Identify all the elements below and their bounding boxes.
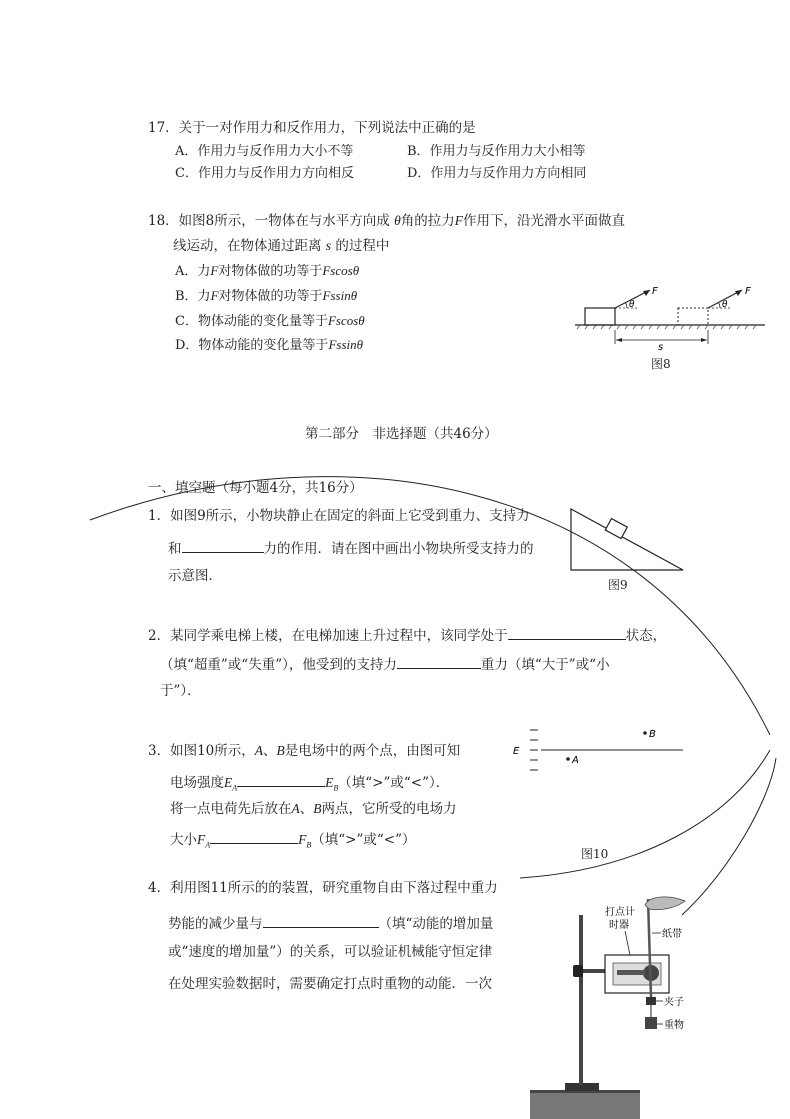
fig10-A-label: A (572, 755, 579, 766)
fq3-A: A (254, 743, 264, 758)
fq3-line3-pre: 将一点电荷先后放在 (170, 801, 292, 817)
q18-force-symbol: F (454, 213, 463, 228)
fq3-line3-B: B (313, 801, 322, 816)
fig8-F-1: F (652, 286, 658, 297)
fig11-clamp-arm (583, 969, 607, 973)
fq3-line4-post: （填“>”或“<”） (311, 832, 416, 848)
fig8-theta-2: θ (722, 300, 728, 310)
q18-theta: θ (394, 213, 401, 228)
fq1-line2-post: 力的作用．请在图中画出小物块所受支持力的 (263, 541, 534, 557)
fig11-timer-vibrator (617, 970, 645, 975)
fig8-theta-1: θ (629, 300, 635, 310)
q18-option-d-expr: Fssin (328, 337, 357, 352)
q17-option-b: B．作用力与反作用力大小相等 (407, 144, 586, 159)
fq3-line2-post: （填“>”或“<”）． (338, 775, 450, 791)
fig11-hand (645, 897, 685, 910)
q17-option-d: D．作用力与反作用力方向相同 (407, 166, 587, 181)
q18-option-b-post: 对物体做的功等于 (218, 289, 323, 304)
fq4-line2 (168, 915, 493, 932)
q18-line1-post: 作用下，沿光滑水平面做直 (462, 213, 625, 229)
fq3-EA: E (224, 775, 233, 790)
fq3-EB: E (325, 775, 334, 790)
fq3-sep: 、 (263, 743, 277, 759)
q18-line1-pre: 18．如图8所示，一物体在与水平方向成 (148, 213, 390, 229)
q18-line2-pre: 线运动，在物体通过距离 (173, 238, 322, 254)
part2-title: 第二部分 非选择题（共46分） (305, 426, 498, 442)
scan-curve-lower (520, 750, 770, 878)
fq1-line1: 1．如图9所示，小物块静止在固定的斜面上它受到重力、支持力 (148, 508, 530, 524)
q18-option-a-F: F (210, 263, 219, 278)
figure-11 (525, 885, 705, 1119)
q17-stem: 17．关于一对作用力和反作用力，下列说法中正确的是 (148, 120, 476, 136)
fq3-FA: F (197, 832, 206, 847)
fig11-weight-label: 重物 (664, 1020, 684, 1031)
fq3-line4-pre: 大小 (170, 832, 197, 848)
fq2-line1-post: 状态， (625, 628, 667, 644)
fig11-timer-label-1: 打点计 (605, 907, 635, 918)
fig11-timer-label-2: 时器 (609, 920, 629, 931)
fig11-clip-label: 夹子 (664, 997, 684, 1008)
fig10-B-label: B (649, 729, 656, 740)
fig11-tape-label: 纸带 (662, 929, 682, 940)
scan-curve-upper (90, 477, 770, 735)
fig10-E-label: E (513, 746, 520, 757)
fq2-line2-post: 重力（填“大于”或“小 (480, 657, 610, 673)
fig9-caption: 图9 (608, 578, 628, 592)
fq3-EA-sub: A (232, 783, 238, 793)
q18-option-a-theta: θ (352, 263, 360, 278)
q18-option-b-expr: Fssin (322, 288, 351, 303)
q18-distance-symbol: s (325, 238, 332, 253)
fq3-line1-post: 是电场中的两个点，由图可知 (284, 743, 461, 759)
q18-option-b-pre: B．力 (175, 289, 211, 304)
q18-option-c-theta: θ (358, 313, 365, 328)
fq3-FB-sub: B (306, 840, 312, 850)
fig10-caption: 图10 (581, 847, 609, 861)
q17-option-c: C．作用力与反作用力方向相反 (175, 166, 354, 181)
q18-option-d-theta: θ (356, 337, 363, 352)
fq4-line4: 在处理实验数据时，需要确定打点时重物的动能．一次 (168, 976, 492, 992)
fig11-table (530, 1090, 640, 1119)
q18-option-b-theta: θ (350, 288, 358, 303)
fq2-line1-pre: 2．某同学乘电梯上楼，在电梯加速上升过程中，该同学处于 (148, 628, 508, 644)
fq1-line3: 示意图． (168, 568, 222, 584)
fq3-line3-post: 两点，它所受的电场力 (321, 801, 457, 817)
fig11-timer-pointer (625, 931, 630, 955)
fig11-weight (645, 1017, 657, 1029)
fig11-clamp-knob (573, 965, 583, 977)
fq3-line2-pre: 电场强度 (170, 775, 224, 791)
fig8-s-label: s (658, 342, 664, 353)
fq3-B: B (276, 743, 285, 758)
fq3-FB: F (298, 832, 307, 847)
fq3-line3-A: A (291, 801, 300, 816)
q18-option-b-F: F (210, 288, 219, 303)
q17-option-a: A．作用力与反作用力大小不等 (175, 144, 354, 159)
section1-title: 一、填空题（每小题4分，共16分） (148, 480, 363, 496)
fig8-caption: 图8 (651, 357, 671, 371)
fq3-line3-sep: 、 (299, 801, 314, 817)
fq2-line3: 于”）． (160, 683, 201, 699)
q18-option-d-pre: D．物体动能的变化量等于 (175, 338, 329, 353)
fq3-line1-pre: 3．如图10所示， (148, 743, 255, 759)
fq3-EB-sub: B (333, 783, 339, 793)
q18-option-a-post: 对物体做的功等于 (218, 264, 323, 279)
fq3-FA-sub: A (205, 840, 211, 850)
fq4-line3: 或“速度的增加量”）的关系，可以验证机械能守恒定律 (168, 944, 493, 960)
fq2-line2-pre: （填“超重”或“失重”），他受到的支持力 (160, 657, 397, 673)
q18-line1-mid: 角的拉力 (400, 213, 455, 229)
fig11-clip (646, 997, 656, 1005)
q18-option-c-expr: Fscos (327, 313, 359, 328)
q18-line2-post: 的过程中 (335, 238, 390, 254)
fq4-line1: 4．利用图11所示的的装置，研究重物自由下落过程中重力 (148, 880, 498, 896)
fq4-blank[interactable] (263, 915, 379, 928)
fq4-line2-pre: 势能的减少量与 (168, 916, 263, 932)
fq4-line2-post: （填“动能的增加量 (378, 916, 494, 932)
q18-option-a-pre: A．力 (175, 264, 211, 279)
fig11-stand-rod (579, 915, 583, 1085)
q18-option-c-pre: C．物体动能的变化量等于 (175, 314, 328, 329)
q18-option-a-expr: Fscos (322, 263, 353, 278)
fig8-F-2: F (745, 286, 751, 297)
fq1-line2-pre: 和 (168, 541, 182, 557)
